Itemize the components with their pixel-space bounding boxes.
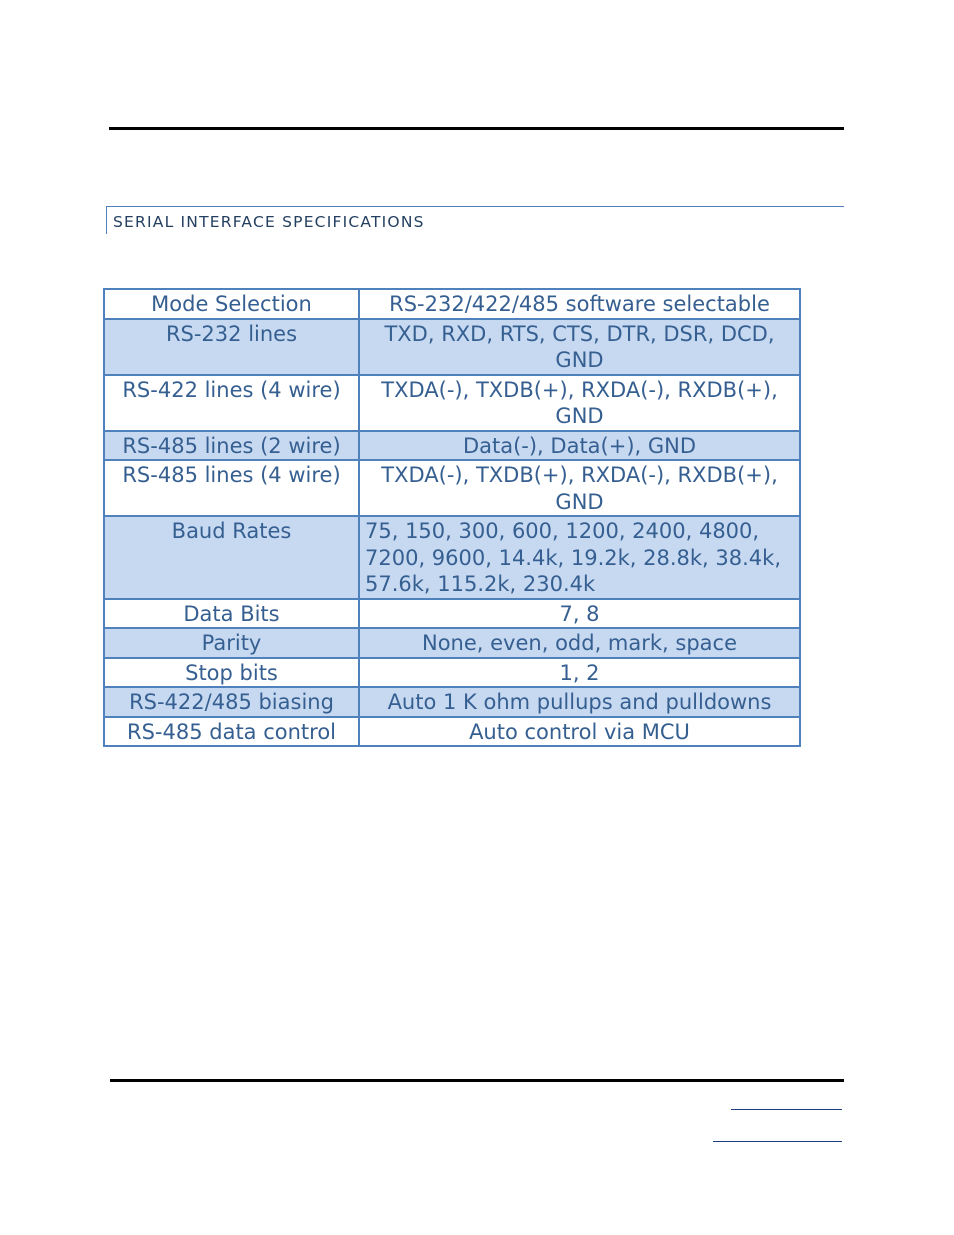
footer-rule <box>110 1079 844 1082</box>
table-row <box>104 375 800 431</box>
spec-value: Data(-), Data(+), GND <box>359 431 800 461</box>
spec-label: RS-422 lines (4 wire) <box>104 375 359 431</box>
table-row <box>104 658 800 688</box>
spec-value: RS-232/422/485 software selectable <box>359 289 800 319</box>
spec-label: RS-422/485 biasing <box>104 687 359 717</box>
spec-value: TXDA(-), TXDB(+), RXDA(-), RXDB(+), GND <box>359 375 800 431</box>
table-row <box>104 431 800 461</box>
section-heading <box>106 206 844 234</box>
spec-value: 7, 8 <box>359 599 800 629</box>
table-row <box>104 717 800 747</box>
footer-link-underline[interactable] <box>713 1141 842 1142</box>
spec-value: 1, 2 <box>359 658 800 688</box>
spec-label: Stop bits <box>104 658 359 688</box>
spec-value: None, even, odd, mark, space <box>359 628 800 658</box>
table-row <box>104 460 800 516</box>
footer-link-underline[interactable] <box>731 1109 842 1110</box>
spec-label: Baud Rates <box>104 516 359 599</box>
spec-label: RS-485 data control <box>104 717 359 747</box>
spec-label: Data Bits <box>104 599 359 629</box>
spec-value: TXDA(-), TXDB(+), RXDA(-), RXDB(+), GND <box>359 460 800 516</box>
table-row <box>104 687 800 717</box>
spec-label: RS-485 lines (4 wire) <box>104 460 359 516</box>
spec-value: Auto 1 K ohm pullups and pulldowns <box>359 687 800 717</box>
table-row <box>104 319 800 375</box>
spec-label: Mode Selection <box>104 289 359 319</box>
spec-label: RS-485 lines (2 wire) <box>104 431 359 461</box>
table-row <box>104 289 800 319</box>
table-row <box>104 599 800 629</box>
spec-label: Parity <box>104 628 359 658</box>
table-row <box>104 516 800 599</box>
spec-value: 75, 150, 300, 600, 1200, 2400, 4800, 7200, 9600, 14.4k, 19.2k, 28.8k, 38.4k, 57.6k, 115.2k, 230.4k <box>359 516 800 599</box>
table-row <box>104 628 800 658</box>
header-rule <box>109 127 844 130</box>
spec-label: RS-232 lines <box>104 319 359 375</box>
serial-spec-table <box>103 288 801 747</box>
spec-value: TXD, RXD, RTS, CTS, DTR, DSR, DCD, GND <box>359 319 800 375</box>
spec-value: Auto control via MCU <box>359 717 800 747</box>
section-heading-text: SERIAL INTERFACE SPECIFICATIONS <box>113 213 425 231</box>
